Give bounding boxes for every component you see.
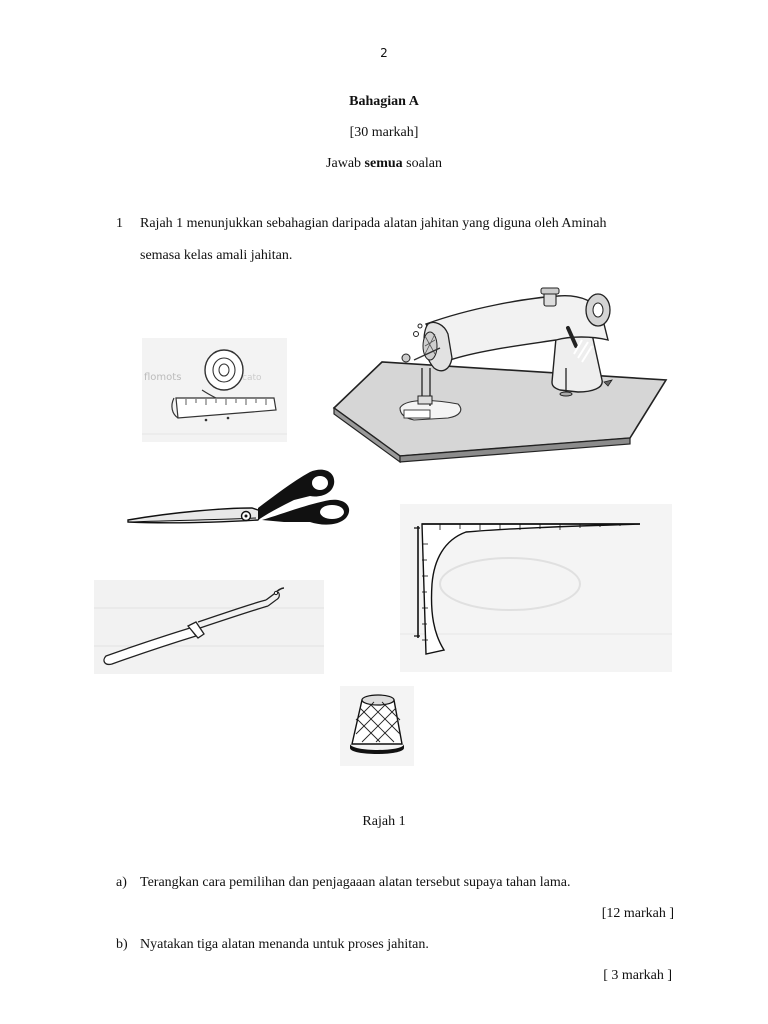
svg-text:flomots: flomots: [144, 372, 182, 383]
instruction-bold: semua: [364, 156, 403, 171]
french-curve-ruler-icon: [400, 504, 672, 672]
question-text-line2: semasa kelas amali jahitan.: [140, 248, 293, 263]
svg-text:cato: cato: [242, 373, 262, 383]
figure-caption: Rajah 1: [362, 814, 406, 829]
measuring-tape-icon: [142, 338, 287, 442]
section-marks: [30 markah]: [349, 125, 419, 140]
question-text-line1: Rajah 1 menunjukkan sebahagian daripada alatan jahitan yang diguna oleh Aminah: [140, 216, 607, 231]
instruction-post: soalan: [402, 156, 442, 171]
instruction-pre: Jawab: [326, 156, 365, 171]
section-title: Bahagian A: [349, 94, 419, 109]
question-number: 1: [116, 216, 123, 231]
part-b-text: Nyatakan tiga alatan menanda untuk proses jahitan.: [140, 937, 429, 952]
page-number: 2: [380, 46, 388, 60]
part-a-marks: [12 markah ]: [601, 906, 674, 921]
part-b-label: b): [116, 937, 128, 952]
seam-ripper-icon: [94, 580, 324, 674]
part-b-marks: [ 3 markah ]: [603, 968, 672, 983]
scissors-icon: [124, 464, 356, 536]
part-a-label: a): [116, 875, 127, 890]
part-a-text: Terangkan cara pemilihan dan penjagaaan alatan tersebut supaya tahan lama.: [140, 875, 571, 890]
thimble-icon: [340, 686, 414, 766]
section-instruction: [0, 156, 768, 172]
sewing-machine-icon: [330, 284, 670, 464]
